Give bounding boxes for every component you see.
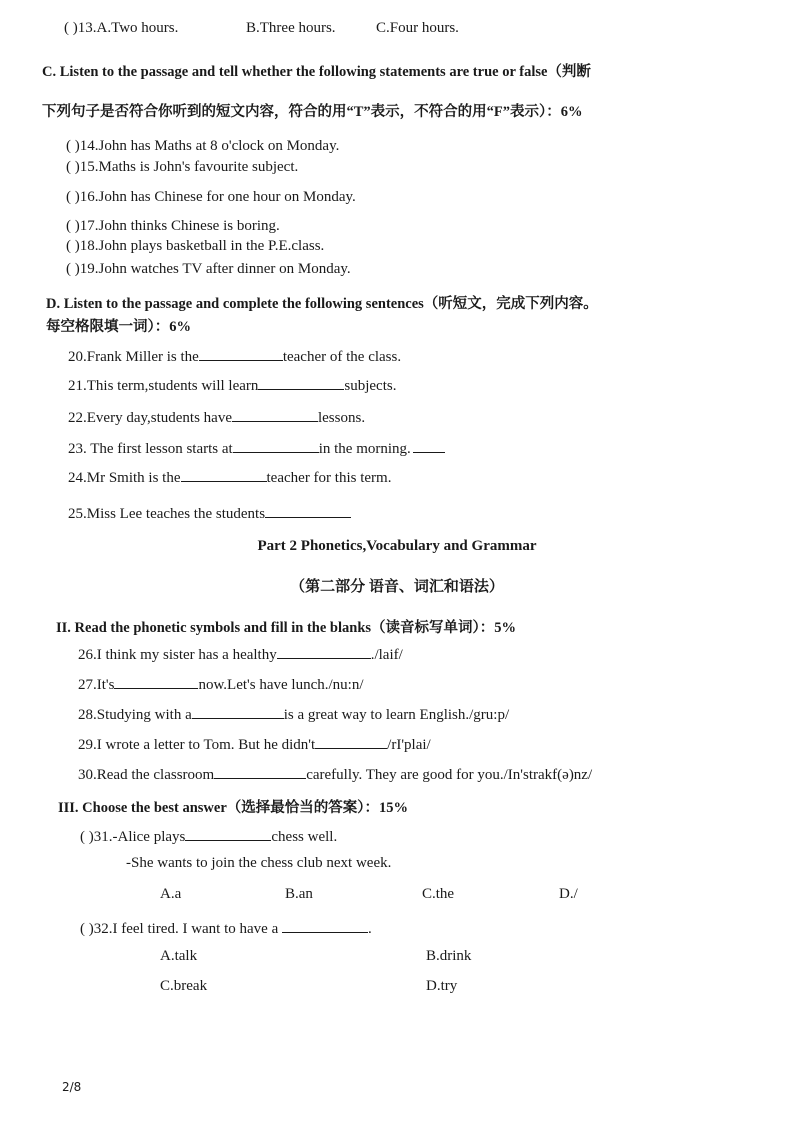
question-20 xyxy=(68,346,401,366)
question-30 xyxy=(78,764,592,784)
question-23 xyxy=(68,438,445,458)
question-31-text-end: chess well. xyxy=(271,829,338,845)
question-30-text-end: carefully. They are good for you./In'strakf(ə)nz/ xyxy=(306,767,593,783)
question-31 xyxy=(80,826,337,846)
question-26-text-end: ./laif/ xyxy=(370,647,403,663)
q13-option-b: B.Three hours. xyxy=(246,20,336,36)
question-28-text: 28.Studying with a xyxy=(78,707,192,723)
question-27-text: 27.It's xyxy=(78,677,115,693)
q32-option-d[interactable]: D.try xyxy=(426,978,458,994)
q32-option-c[interactable]: C.break xyxy=(160,978,208,994)
question-21-text: 21.This term,students will learn xyxy=(68,378,259,394)
question-32-text-end: . xyxy=(368,921,372,937)
question-29-text-end: /rI'plai/ xyxy=(387,737,431,753)
answer-blank[interactable] xyxy=(114,674,198,689)
q32-option-b[interactable]: B.drink xyxy=(426,948,472,964)
question-25-text: 25.Miss Lee teaches the students xyxy=(68,506,266,522)
part-2-title: Part 2 Phonetics,Vocabulary and Grammar xyxy=(257,538,537,554)
q31-option-a[interactable]: A.a xyxy=(160,886,182,902)
answer-blank[interactable] xyxy=(185,826,271,841)
question-32-text: ( )32.I feel tired. I want to have a xyxy=(80,921,279,937)
section-d-title: D. Listen to the passage and complete the following sentences（听短文，完成下列内容。 xyxy=(46,296,598,312)
part-2-subtitle: （第二部分 语音、词汇和语法） xyxy=(290,579,504,595)
q31-option-d[interactable]: D./ xyxy=(559,886,578,902)
answer-blank[interactable] xyxy=(258,375,344,390)
answer-blank[interactable] xyxy=(315,734,387,749)
question-14: ( )14.John has Maths at 8 o'clock on Monday. xyxy=(66,138,340,154)
q13-option-c: C.Four hours. xyxy=(376,20,459,36)
question-30-text: 30.Read the classroom xyxy=(78,767,215,783)
question-18: ( )18.John plays basketball in the P.E.class. xyxy=(66,238,325,254)
question-22-text: 22.Every day,students have xyxy=(68,410,232,426)
question-20-text: 20.Frank Miller is the xyxy=(68,349,199,365)
question-29-text: 29.I wrote a letter to Tom. But he didn't xyxy=(78,737,316,753)
question-26 xyxy=(78,644,403,664)
answer-blank[interactable] xyxy=(199,346,283,361)
q13-option-a: ( )13.A.Two hours. xyxy=(64,20,179,36)
section-c-title: C. Listen to the passage and tell whether the following statements are true or false（判断 xyxy=(42,64,591,80)
question-32 xyxy=(80,918,372,938)
question-15: ( )15.Maths is John's favourite subject. xyxy=(66,159,299,175)
answer-blank[interactable] xyxy=(232,407,318,422)
answer-blank[interactable] xyxy=(265,503,351,518)
question-21-text-end: subjects. xyxy=(344,378,397,394)
answer-blank[interactable] xyxy=(192,704,284,719)
question-29 xyxy=(78,734,431,754)
question-21 xyxy=(68,375,396,395)
page-number: 2/8 xyxy=(62,1080,82,1094)
question-28-text-end: is a great way to learn English./gru:p/ xyxy=(283,707,510,723)
question-31-line-2: -She wants to join the chess club next week. xyxy=(126,855,392,871)
question-26-text: 26.I think my sister has a healthy xyxy=(78,647,277,663)
question-22-text-end: lessons. xyxy=(317,410,366,426)
question-19: ( )19.John watches TV after dinner on Monday. xyxy=(66,261,351,277)
question-24-text-end: teacher for this term. xyxy=(266,470,392,486)
question-28 xyxy=(78,704,509,724)
stray-underline xyxy=(413,438,445,453)
question-31-text: ( )31.-Alice plays xyxy=(80,829,186,845)
question-23-text-end: in the morning. xyxy=(318,441,411,457)
section-c-title-cn: 下列句子是否符合你听到的短文内容，符合的用“T”表示，不符合的用“F”表示）：6% xyxy=(42,104,583,120)
question-23-text: 23. The first lesson starts at xyxy=(68,441,233,457)
section-d-title-cn: 每空格限填一词）：6% xyxy=(46,319,191,335)
q32-option-a[interactable]: A.talk xyxy=(160,948,198,964)
question-17: ( )17.John thinks Chinese is boring. xyxy=(66,218,280,234)
question-16: ( )16.John has Chinese for one hour on Monday. xyxy=(66,189,356,205)
question-27 xyxy=(78,674,363,694)
question-20-text-end: teacher of the class. xyxy=(282,349,402,365)
answer-blank[interactable] xyxy=(181,467,267,482)
section-ii-title: II. Read the phonetic symbols and fill in the blanks（读音标写单词）：5% xyxy=(56,620,517,636)
question-27-text-end: now.Let's have lunch./nu:n/ xyxy=(198,677,364,693)
answer-blank[interactable] xyxy=(277,644,371,659)
answer-blank[interactable] xyxy=(282,918,368,933)
question-13 xyxy=(64,20,178,37)
q31-option-b[interactable]: B.an xyxy=(285,886,313,902)
question-22 xyxy=(68,407,365,427)
q31-option-c[interactable]: C.the xyxy=(422,886,455,902)
question-25 xyxy=(68,503,351,523)
answer-blank[interactable] xyxy=(214,764,306,779)
section-iii-title: III. Choose the best answer（选择最恰当的答案）：15% xyxy=(58,800,409,816)
answer-blank[interactable] xyxy=(233,438,319,453)
question-24-text: 24.Mr Smith is the xyxy=(68,470,181,486)
question-24 xyxy=(68,467,391,487)
